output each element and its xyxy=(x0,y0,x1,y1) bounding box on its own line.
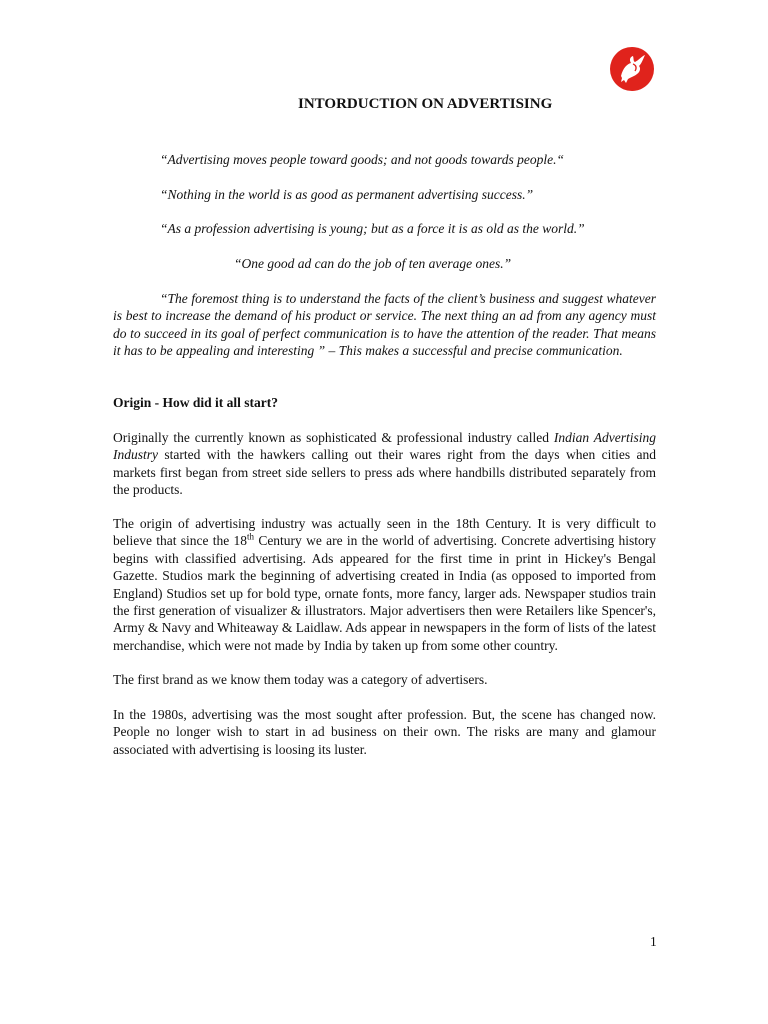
quote-2: “Nothing in the world is as good as permanent advertising success.” xyxy=(160,187,534,202)
origin-heading: Origin - How did it all start? xyxy=(113,395,278,410)
long-quote-paragraph: “The foremost thing is to understand the facts of the client’s business and suggest whatever is best to increase the demand of his product or service. The next thing an ad from any agency must do to succeed in its goal of perfect communication is to have the attention of the reader. That means it has to be appealing and interesting ” – This makes a successful and precise communication. xyxy=(113,291,656,359)
rooster-logo-icon xyxy=(609,46,655,92)
paragraph-origin-text-2: started with the hawkers calling out their wares right from the days when cities and markets first began from street side sellers to press ads where handbills distributed separately from the products. xyxy=(113,447,656,498)
document-title: INTORDUCTION ON ADVERTISING xyxy=(298,96,553,112)
paragraph-history-text-1: The origin of advertising industry was actually seen in the 18th Century. It is very difficult to believe that since the 18 xyxy=(113,516,656,549)
paragraph-history-text-2: Century we are in the world of advertising. Concrete advertising history begins with classified advertising. Ads appeared for the first time in print in Hickey's Bengal Gazette. Studios mark the beginning of advertising created in India (as opposed to imported from England) Studios set up for bold type, ornate fonts, more fancy, larger ads. Newspaper studios train the first generation of visualizer & illustrators. Major advertisers then were Retailers like Spencer's, Army & Navy and Whiteaway & Laidlaw. Ads appear in newspapers in the form of lists of the latest merchandise, which were not made by India by taken up from some other country. xyxy=(113,533,657,653)
superscript-th: th xyxy=(247,531,255,542)
paragraph-origin-text-1: Originally the currently known as sophisticated & professional industry called xyxy=(113,430,554,445)
paragraph-origin xyxy=(113,429,656,499)
quote-1: “Advertising moves people toward goods; and not goods towards people.“ xyxy=(160,152,564,167)
quote-3: “As a profession advertising is young; but as a force it is as old as the world.” xyxy=(160,221,585,236)
page-number: 1 xyxy=(650,934,657,949)
paragraph-origin-italic: Indian Advertising Industry xyxy=(113,430,656,463)
quote-4: “One good ad can do the job of ten average ones.” xyxy=(234,256,512,271)
paragraph-1980s: In the 1980s, advertising was the most sought after profession. But, the scene has changed now. People no longer wish to start in ad business on their own. The risks are many and glamour associated with advertising is loosing its luster. xyxy=(113,707,656,757)
paragraph-first-brand: The first brand as we know them today was a category of advertisers. xyxy=(113,672,488,687)
paragraph-history xyxy=(113,515,656,654)
